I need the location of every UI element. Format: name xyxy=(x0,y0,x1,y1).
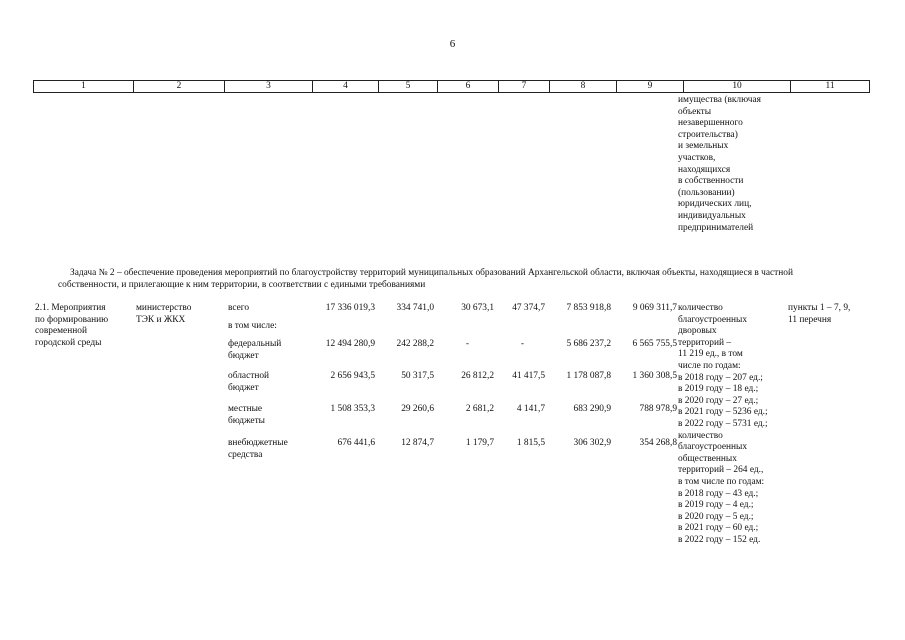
funding-value: 1 508 353,3 xyxy=(330,404,375,414)
column-number: 2 xyxy=(134,81,225,93)
page-number: 6 xyxy=(449,38,456,50)
column-number: 6 xyxy=(438,81,499,93)
funding-value: 2 681,2 xyxy=(465,404,494,414)
funding-value: 5 686 237,2 xyxy=(566,339,611,349)
funding-value: 26 812,2 xyxy=(461,371,494,381)
funding-value: 30 673,1 xyxy=(461,303,494,313)
reference-items: пункты 1 – 7, 9, 11 перечня xyxy=(788,303,851,325)
funding-value: 1 360 308,5 xyxy=(632,371,677,381)
funding-source-label: внебюджетные средства xyxy=(228,438,288,460)
funding-value: 4 141,7 xyxy=(516,404,545,414)
funding-source-label: федеральный бюджет xyxy=(228,339,282,361)
funding-value: 12 874,7 xyxy=(401,438,434,448)
funding-value: 354 268,8 xyxy=(639,438,677,448)
funding-value: 1 179,7 xyxy=(465,438,494,448)
funding-value: 306 302,9 xyxy=(573,438,611,448)
column-number-row xyxy=(33,80,870,93)
column-number: 4 xyxy=(313,81,379,93)
funding-value: 788 978,9 xyxy=(639,404,677,414)
funding-source-label: областной бюджет xyxy=(228,371,270,393)
funding-value: 676 441,6 xyxy=(337,438,375,448)
funding-source-label: всего xyxy=(228,303,250,313)
funding-value: 242 288,2 xyxy=(396,339,434,349)
funding-value: 12 494 280,9 xyxy=(325,339,375,349)
column-number: 5 xyxy=(379,81,438,93)
funding-value: 683 290,9 xyxy=(573,404,611,414)
funding-value: 50 317,5 xyxy=(401,371,434,381)
column-number: 1 xyxy=(34,81,134,93)
funding-value: 2 656 943,5 xyxy=(330,371,375,381)
funding-value: 17 336 019,3 xyxy=(325,303,375,313)
executor-name: министерство ТЭК и ЖКХ xyxy=(136,303,192,325)
funding-value: 47 374,7 xyxy=(512,303,545,313)
column-number: 8 xyxy=(550,81,617,93)
funding-value: 41 417,5 xyxy=(512,371,545,381)
column-number: 9 xyxy=(617,81,684,93)
result-indicators: количество благоустроенных дворовых территорий – 11 219 ед., в том числе по годам: в 2018 году – 207 ед.; в 2019 году – 18 ед.; в 2020 году – 27 ед.; в 2021 году – 5236 ед.; в 2022 году – 5731 ед.; количество благоустроенных общественных территорий – 264 ед., в том числе по годам: в 2018 году – 43 ед.; в 2019 году – 4 ед.; в 2020 году – 5 ед.; в 2021 году – 60 ед.; в 2022 году – 152 ед. xyxy=(678,303,768,545)
activity-name: 2.1. Мероприятия по формированию современной городской среды xyxy=(35,303,109,348)
column-number: 3 xyxy=(225,81,313,93)
column-number: 10 xyxy=(684,81,791,93)
funding-value: 6 565 755,5 xyxy=(632,339,677,349)
funding-value: 9 069 311,7 xyxy=(632,303,677,313)
funding-value: 7 853 918,8 xyxy=(566,303,611,313)
column-number: 11 xyxy=(791,81,870,93)
funding-value: 334 741,0 xyxy=(396,303,434,313)
funding-value: 1 815,5 xyxy=(516,438,545,448)
funding-value: 1 178 087,8 xyxy=(566,371,611,381)
funding-value: - xyxy=(520,339,524,349)
funding-value: - xyxy=(465,339,469,349)
funding-value: 29 260,6 xyxy=(401,404,434,414)
continued-indicator-text: имущества (включая объекты незавершенного строительства) и земельных участков, находящихся в собственности (пользовании) юридических лиц, индивидуальных предпринимателей xyxy=(678,95,761,233)
column-number: 7 xyxy=(499,81,550,93)
task-heading: Задача № 2 – обеспечение проведения мероприятий по благоустройству территорий муниципальных образований Архангельской области, включая объекты, находящиеся в частной собственности, и прилегающие к ним территории, в соответствии с едиными требованиями xyxy=(58,268,793,291)
funding-source-label: местные бюджеты xyxy=(228,404,265,426)
funding-source-label: в том числе: xyxy=(228,321,277,331)
